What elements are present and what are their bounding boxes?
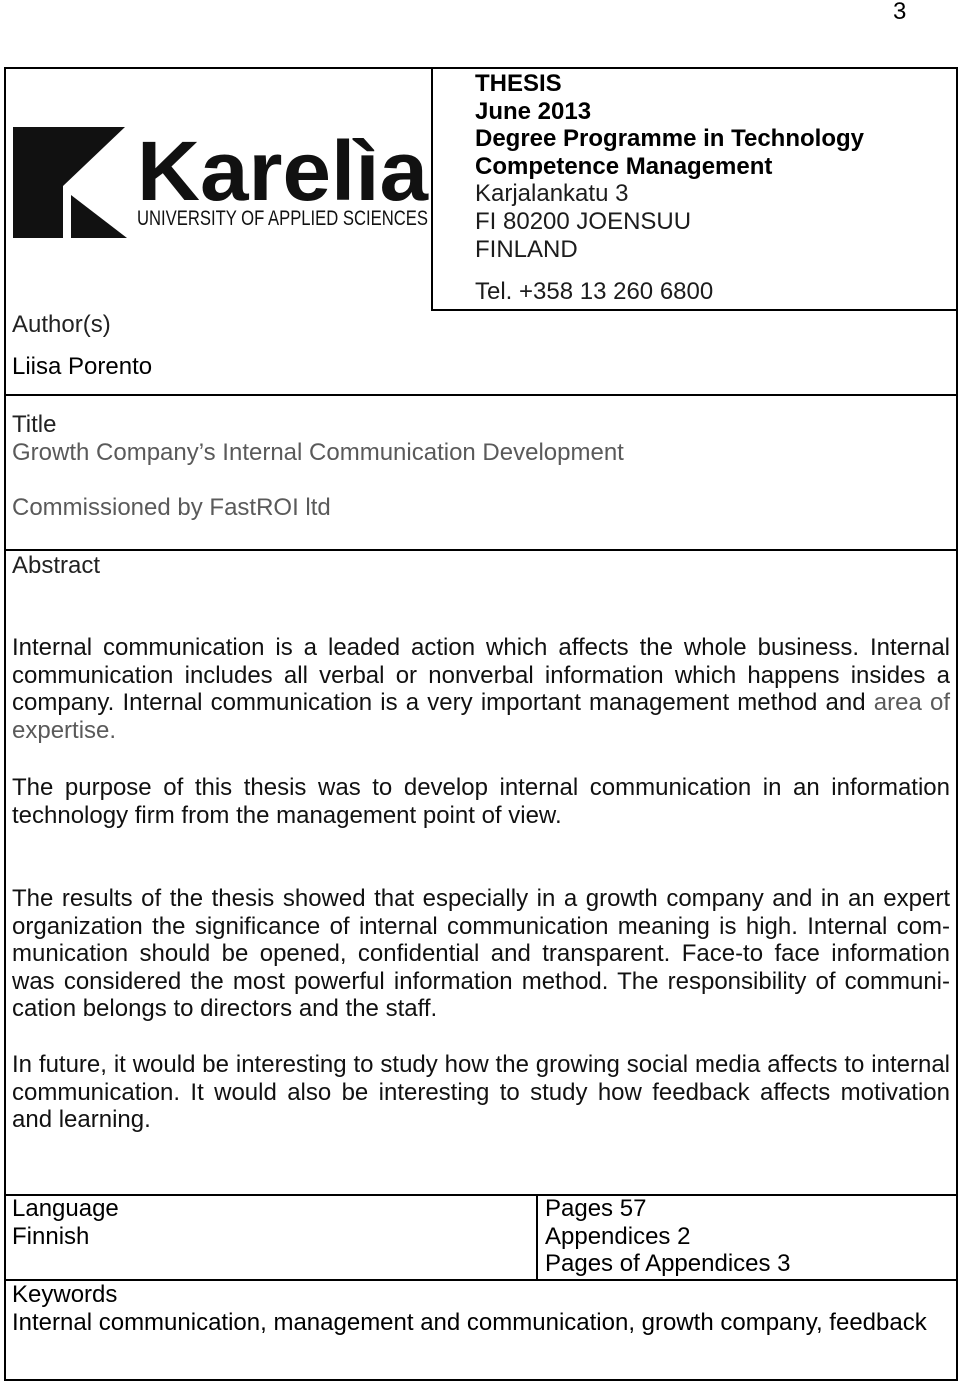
abstract-divider — [4, 1194, 958, 1196]
title-label: Title — [12, 411, 57, 438]
karelia-logo — [6, 69, 431, 309]
keywords-label: Keywords — [12, 1281, 118, 1308]
abstract-line: Internal communication is a leaded action which affects the whole business. Internal — [12, 634, 950, 661]
address-street: Karjalankatu 3 — [475, 180, 629, 208]
abstract-line: munication should be opened, confidential and transparent. Face-to face information — [12, 940, 950, 968]
logo-wordmark: Karelìa — [137, 124, 430, 218]
language-cell — [12, 1195, 119, 1250]
degree-programme-line-1: Degree Programme in Technology — [475, 125, 864, 153]
pages-cell — [545, 1195, 791, 1278]
document-date: June 2013 — [475, 97, 592, 125]
header-vertical-divider — [431, 67, 433, 311]
logo-mark-body — [13, 127, 125, 238]
logo-mark-leg — [71, 195, 127, 238]
abstract-line: and learning. — [12, 1106, 151, 1134]
abstract-line — [12, 689, 950, 717]
logo-tagline: UNIVERSITY OF APPLIED SCIENCES — [137, 207, 428, 230]
author-label: Author(s) — [12, 311, 111, 338]
abstract-line: In future, it would be interesting to study how the growing social media affects to internal — [12, 1051, 950, 1078]
abstract-paragraph-2 — [12, 774, 950, 829]
document-type: THESIS — [475, 70, 562, 97]
title-divider — [4, 549, 958, 551]
abstract-line: was considered the most powerful information method. The responsibility of communi- — [12, 967, 950, 995]
details-vertical-divider — [536, 1194, 538, 1281]
page-number: 3 — [893, 0, 907, 25]
thesis-header — [475, 70, 864, 263]
address-city: FI 80200 JOENSUU — [475, 207, 692, 235]
karelia-k-mark-icon — [13, 127, 127, 238]
abstract-line: expertise. — [12, 716, 117, 744]
author-divider — [4, 394, 958, 396]
abstract-line: The results of the thesis showed that especially in a growth company and in an expert — [12, 885, 950, 912]
abstract-line-muted-text: area of — [873, 689, 951, 717]
appendix-pages-count: Pages of Appendices 3 — [545, 1250, 791, 1278]
abstract-paragraph-4 — [12, 1051, 950, 1134]
abstract-line: communication. It would also be interesting to study how feedback affects motivation — [12, 1078, 950, 1106]
author-name: Liisa Porento — [12, 353, 153, 380]
abstract-paragraph-3 — [12, 885, 950, 1023]
language-label: Language — [12, 1195, 119, 1222]
pages-count: Pages 57 — [545, 1195, 647, 1222]
abstract-line: cation belongs to directors and the staff. — [12, 995, 438, 1023]
thesis-title: Growth Company’s Internal Communication Development — [12, 439, 624, 466]
keywords-cell — [12, 1281, 927, 1336]
abstract-line-text: company. Internal communication is a very important management method and — [12, 689, 866, 717]
commissioned-by: Commissioned by FastROI ltd — [12, 494, 331, 521]
abstract-paragraph-1 — [12, 634, 950, 744]
abstract-label: Abstract — [12, 552, 101, 579]
degree-programme-line-2: Competence Management — [475, 152, 773, 180]
abstract-line: The purpose of this thesis was to develop internal communication in an information — [12, 774, 950, 801]
address-country: FINLAND — [475, 235, 578, 263]
abstract-line: organization the significance of internal communication meaning is high. Internal com- — [12, 912, 950, 940]
phone-number: Tel. +358 13 260 6800 — [475, 278, 714, 305]
language-value: Finnish — [12, 1222, 90, 1250]
abstract-line: technology firm from the management point of view. — [12, 801, 562, 829]
keywords-value: Internal communication, management and communication, growth company, feedback — [12, 1308, 927, 1336]
abstract-line: communication includes all verbal or nonverbal information which happens insides a — [12, 661, 950, 689]
appendices-count: Appendices 2 — [545, 1222, 691, 1250]
header-bottom-divider — [431, 309, 958, 311]
